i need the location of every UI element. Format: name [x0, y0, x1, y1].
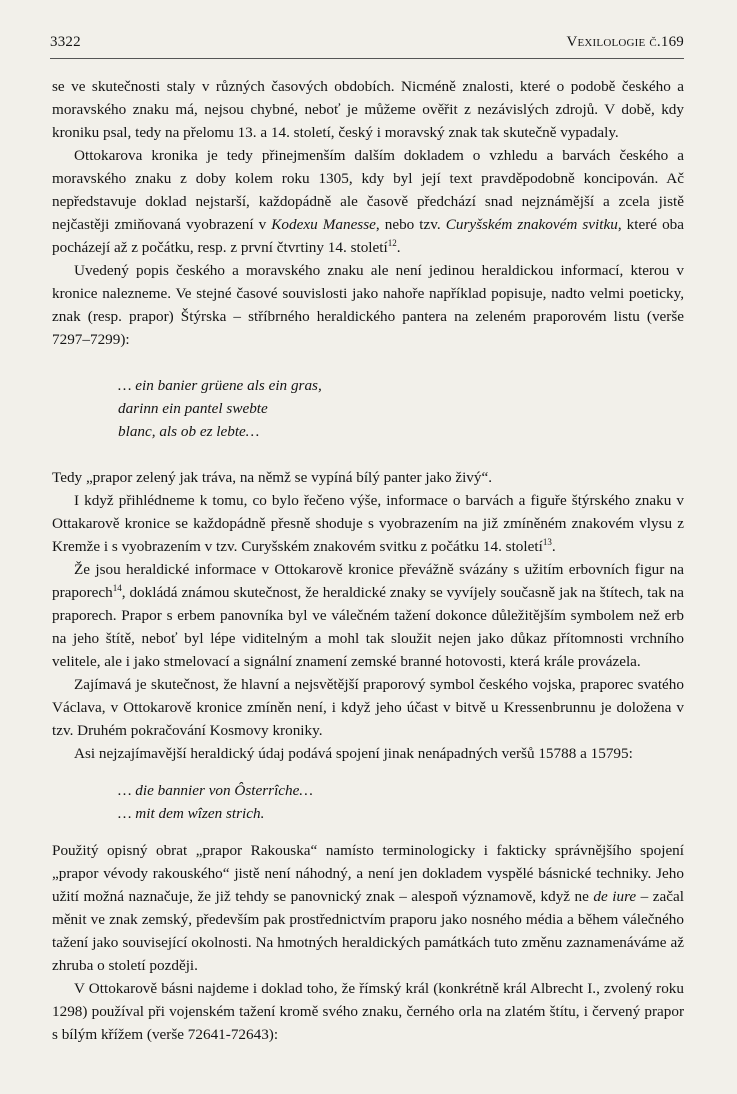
paragraph: I když přihlédneme k tomu, co bylo řečeno výše, informace o barvách a figuře štýrského znaku v Ottakarově kronice se každopádně přesně shoduje s vyobrazením na již zmíněném znakovém vlysu z Kremže i s vyobrazením v tzv. Curyšském znakovém svitku z počátku 14. století$^{13}$.	[52, 492, 684, 555]
footnote-ref: 14	[112, 582, 122, 593]
verse-quote	[52, 374, 684, 443]
paragraph: Asi nejzajímavější heraldický údaj podává spojení jinak nenápadných veršů 15788 a 15795:	[74, 745, 633, 762]
footnote-ref: 13	[542, 536, 552, 547]
verse-line: … mit dem wîzen strich.	[118, 805, 265, 822]
verse-line: darinn ein pantel swebte	[118, 400, 268, 417]
paragraph: se ve skutečnosti staly v různých časových obdobích. Nicméně znalosti, které o podobě českého a moravského znaku má, nejsou chybné, neboť je můžeme ověřit z nezávislých zdrojů. V době, kdy kroniku psal, tedy na přelomu 13. a 14. století, český i moravský znak tak skutečně vypadaly.	[52, 78, 684, 141]
page-number: 3322	[50, 34, 81, 50]
verse-line: … ein banier grüene als ein gras,	[118, 377, 322, 394]
emphasis: Curyšském znakovém svitku	[445, 216, 618, 233]
journal-title: Vexilologie č.169	[566, 34, 684, 50]
emphasis: Kodexu Manesse	[271, 216, 376, 233]
verse-line: blanc, als ob ez lebte…	[118, 423, 260, 440]
verse-line: … die bannier von Ôsterrîche…	[118, 782, 313, 799]
header-rule	[50, 58, 684, 59]
emphasis: de iure	[593, 888, 637, 905]
article-body	[52, 75, 684, 1046]
paragraph: Použitý opisný obrat „prapor Rakouska“ namísto terminologicky i fakticky správnějšího spojení „prapor vévody rakouského“ jistě není náhodný, a není jen dokladem vyspělé básnické techniky. Jeho užití možná naznačuje, že již tehdy se panovnický znak – alespoň významově, když ne de iure – začal měnit ve znak zemský, především pak prostřednictvím praporu jako nosného média a během válečného tažení jako související okolnosti. Na hmotných heraldických památkách tuto změnu zaznamenáváme až zhruba o století později.	[52, 842, 684, 974]
paragraph: Tedy „prapor zelený jak tráva, na němž se vypíná bílý panter jako živý“.	[52, 469, 493, 486]
running-head	[50, 34, 684, 56]
paragraph: Že jsou heraldické informace v Ottokarově kronice převážně svázány s užitím erbovních figur na praporech$^{14}$, dokládá známou skutečnost, že heraldické znaky se vyvíjely současně jak na štítech, tak na praporech. Prapor s erbem panovníka byl ve válečném tažení dokonce důležitějším symbolem než erb na jeho štítě, neboť byl lépe viditelným a mohl tak sloužit nejen jako důkaz přítomnosti vrchního velitele, ale i jako stmelovací a signální znamení zemské branné hotovosti, která krále provázela.	[52, 561, 684, 670]
footnote-ref: 12	[387, 237, 397, 248]
verse-quote	[52, 779, 684, 825]
paragraph: Ottokarova kronika je tedy přinejmenším dalším dokladem o vzhledu a barvách českého a moravského znaku z doby kolem roku 1305, kdy byl její text pravděpodobně koncipován. Ač nepředstavuje doklad nejstarší, každopádně ale časově předchází snad nejznámější a zcela jistě nejčastěji zmiňovaná vyobrazení v Kodexu Manesse, nebo tzv. Curyšském znakovém svitku, které oba pocházejí až z počátku, resp. z první čtvrtiny 14. století$^{12}$.	[52, 147, 685, 256]
paragraph: Uvedený popis českého a moravského znaku ale není jedinou heraldickou informací, kterou v kronice nalezneme. Ve stejné časové souvislosti jako nahoře například popisuje, nadto velmi poeticky, znak (resp. prapor) Štýrska – stříbrného heraldického pantera na zeleném praporovém listu (verše 7297–7299):	[52, 262, 684, 348]
paragraph: Zajímavá je skutečnost, že hlavní a nejsvětější praporový symbol českého vojska, praporec svatého Václava, v Ottokarově kronice zmíněn není, i když jeho účast v bitvě u Kressenbrunnu je doložena v tzv. Druhém pokračování Kosmovy kroniky.	[52, 676, 684, 739]
paragraph: V Ottokarově básni najdeme i doklad toho, že římský král (konkrétně král Albrecht I., zvolený roku 1298) používal při vojenském tažení kromě svého znaku, černého orla na zlatém štítu, i červený prapor s bílým křížem (verše 72641-72643):	[52, 980, 684, 1043]
